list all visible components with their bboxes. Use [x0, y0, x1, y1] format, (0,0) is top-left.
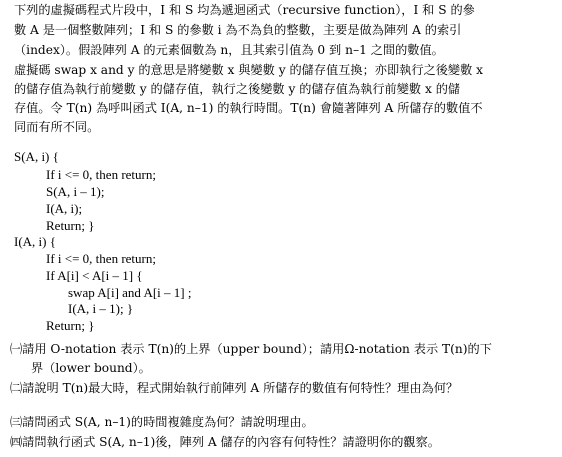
code-line: I(A, i);: [46, 201, 83, 216]
code-line: I(A, i – 1); }: [68, 301, 134, 316]
code-line: swap A[i] and A[i – 1] ;: [68, 285, 192, 300]
code-line: Return; }: [46, 318, 95, 333]
text-line: 存值。令 T(n) 為呼叫函式 I(A, n–1) 的執行時間。T(n) 會隨著陣列 A 所儲存的數值不: [14, 101, 483, 115]
code-line: Return; }: [46, 218, 95, 233]
code-line: S(A, i – 1);: [46, 184, 105, 199]
text-line: 下列的虛擬碼程式片段中，I 和 S 均為遞迴函式（recursive function），I 和 S 的參: [14, 3, 475, 17]
text-line: 同而有所不同。: [14, 120, 100, 134]
question-line: ㈠請用 O-notation 表示 T(n)的上界（upper bound）；請用Ω-notation 表示 T(n)的下: [10, 342, 492, 356]
code-line: S(A, i) {: [14, 149, 59, 164]
text-line: 的儲存值為執行前變數 y 的儲存值，執行之後變數 y 的儲存值為執行前變數 x 的儲: [14, 82, 461, 96]
question-line: ㈢請問函式 S(A, n–1)的時間複雜度為何？請說明理由。: [10, 415, 314, 429]
question-line: ㈣請問執行函式 S(A, n–1)後，陣列 A 儲存的內容有何特性？請證明你的觀察。: [10, 435, 440, 449]
code-line: If i <= 0, then return;: [46, 251, 156, 266]
code-line: If i <= 0, then return;: [46, 167, 156, 182]
code-line: I(A, i) {: [14, 234, 56, 249]
question-line: ㈡請說明 T(n)最大時，程式開始執行前陣列 A 所儲存的數值有何特性？理由為何？: [10, 381, 459, 395]
text-line: 虛擬碼 swap x and y 的意思是將變數 x 與變數 y 的儲存值互換；亦即執行之後變數 x: [14, 63, 484, 77]
text-line: （index）。假設陣列 A 的元素個數為 n，且其索引值為 0 到 n–1 之間的數值。: [14, 43, 444, 57]
code-line: If A[i] < A[i – 1] {: [46, 268, 143, 283]
question-line: 界（lower bound）。: [31, 361, 151, 375]
text-line: 數 A 是一個整數陣列；I 和 S 的參數 i 為不為負的整數，主要是做為陣列 A 的索引: [14, 23, 462, 37]
